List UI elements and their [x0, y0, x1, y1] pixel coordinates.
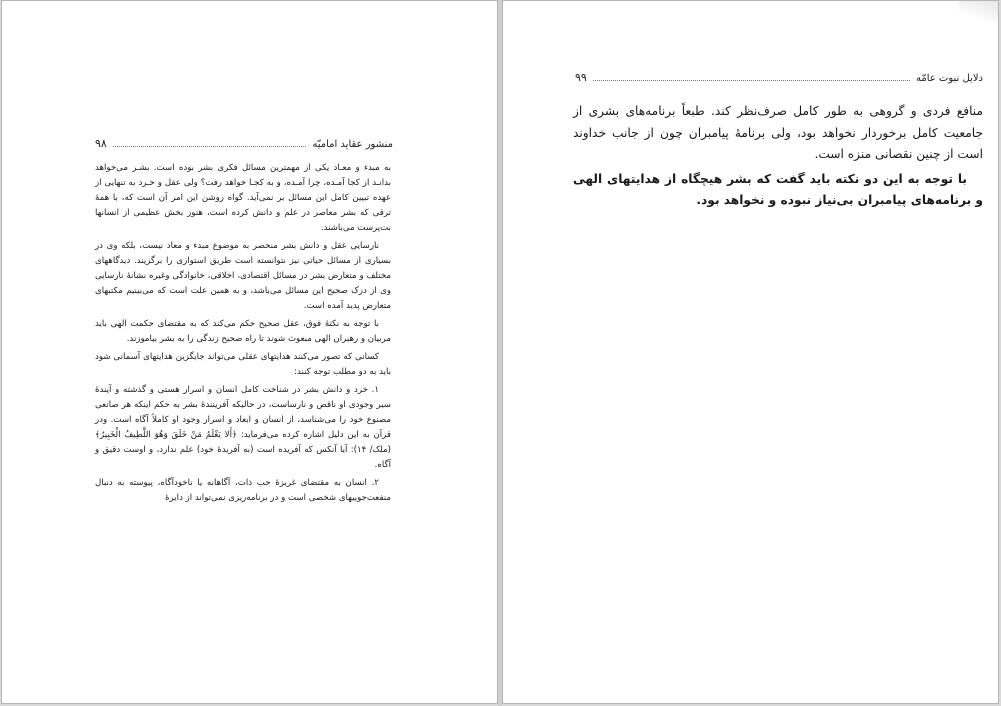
- right-page: [502, 0, 999, 704]
- left-page: [1, 0, 498, 704]
- header-dotted-rule: [593, 79, 910, 81]
- left-page-header: [95, 137, 393, 150]
- paragraph: ۱. خرد و دانش بشر در شناخت کامل انسان و اسرار هستی و گذشته و آیندهٔ سیر وجودی او ناقص و نارساست، در حالیکه آفرینندهٔ بشر به حکم اینکه هر صانعی مصنوع خود را می‌شناسد، از انسان و ابعاد و اسرار وجود او کاملاً آگاه است. ودر قرآن به این دلیل اشاره کرده می‌فرماید: ﴿أَلا یَعْلَمُ مَنْ خَلَقَ وَهُوَ اللَّطِیفُ الْخَبِیرُ﴾ (ملک/ ۱۴): آیا آنکس که آفریده است (به آفریدهٔ خود) علم ندارد، و اوست دقیق و آگاه.: [95, 385, 391, 470]
- paragraph: ۲. انسان به مقتضای غریزهٔ حب ذات، آگاهانه یا ناخودآگاه، پیوسته به دنبال منفعت‌جوییهای شخصی است و در برنامه‌ریزی نمی‌تواند از دایرهٔ: [95, 478, 391, 503]
- paragraph: منافع فردی و گروهی به طور کامل صرف‌نظر کند. طبعاً برنامه‌های بشری از جامعیت کامل برخوردار نخواهد بود، ولی برنامهٔ پیامبران چون از جانب خداوند است از چنین نقصانی منزه است.: [573, 104, 983, 161]
- paragraph: با توجه به نکتهٔ فوق، عقل صحیح حکم می‌کند که به مقتضای حکمت الهی باید مربیان و رهبران الهی مبعوث شوند تا راه صحیح زندگی را به بشر بیاموزند.: [95, 319, 391, 344]
- left-header-title: منشور عقاید امامیّه: [312, 139, 393, 150]
- paragraph: به مبدء و معـاد یکی از مهمترین مسائل فکری بشر بوده است. بشـر می‌خواهد بدانـد از کجا آمـده، چرا آمـده، و به کجـا خواهد رفت؟ ولی عقل و خـرد به تنهایی از عهده تبیین کامل این مسائل بر نمی‌آید. گواه روشن این امر آن است که، با همهٔ ترقی که بشر معاصر در علم و دانش کرده است، هنوز بخش عظیمی از انسانها بت‌پرست می‌باشند.: [95, 163, 391, 233]
- paragraph: کسانی که تصور می‌کنند هدایتهای عقلی می‌تواند جایگزین هدایتهای آسمانی شود باید به دو مطلب توجه کنند:: [95, 352, 391, 377]
- right-header-title: دلایل نبوت عامّه: [916, 73, 983, 84]
- right-page-header: [575, 71, 983, 84]
- right-page-number: ۹۹: [575, 71, 587, 84]
- page-curl-shadow: [958, 1, 998, 23]
- right-page-body: [573, 101, 983, 215]
- left-page-body: [95, 161, 391, 509]
- header-dotted-rule: [113, 145, 307, 147]
- paragraph: نارسایی عقل و دانش بشر منحصر به موضوع مبدء و معاد نیست، بلکه وی در بسیاری از مسائل حیاتی نیز نتوانسته است طریق استواری را برگزیند. دیدگاههای مختلف و متعارض بشر در مسائل اقتصادی، اخلاقی، خانوادگی وغیره نشانهٔ نارسایی وی از درک صحیح این مسائل می‌باشد، و به همین علت است که می‌بینیم مکتبهای متعارض پدید آمده است.: [95, 241, 391, 311]
- paragraph: با توجه به این دو نکته باید گفت که بشر هیچگاه از هدایتهای الهی و برنامه‌های پیامبران بی‌نیاز نبوده و نخواهد بود.: [573, 171, 983, 207]
- left-page-number: ۹۸: [95, 137, 107, 150]
